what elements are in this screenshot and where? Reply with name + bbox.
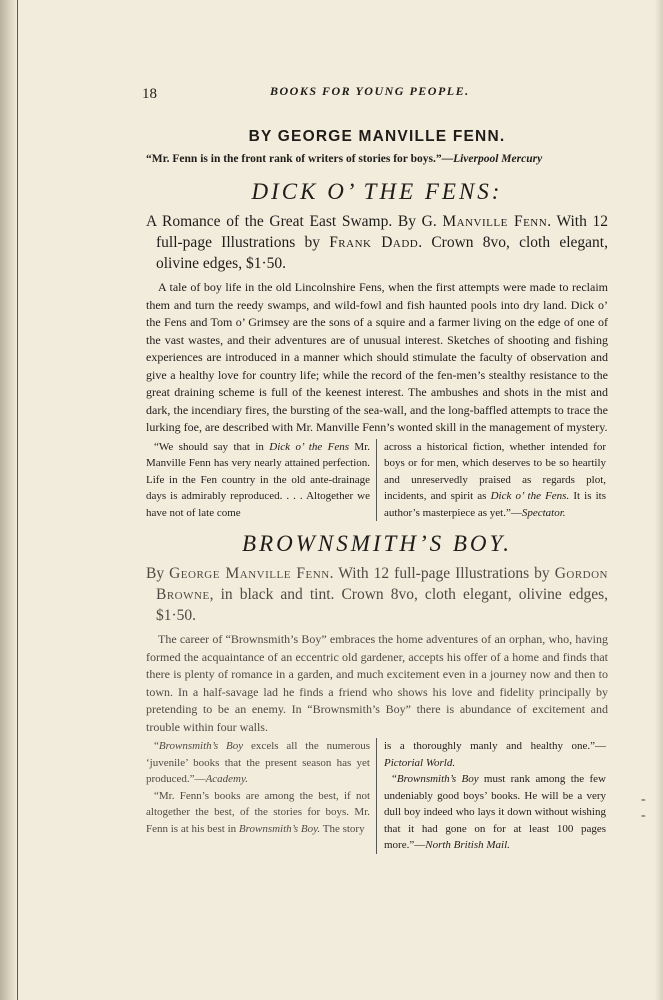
author-quote (146, 151, 608, 167)
book2-description: The career of “Brownsmith’s Boy” embraces the home adventures of an orphan, who, having formed the acquaintance of an eccentric old gardener, accepts his offer of a home and finds that there is plenty of romance in a garden, and much excitement even in a journey now and then to town. In a half-savage lad he finds a friend who shows his love and fidelity principally by pretending to be an enemy. In “Brownsmith’s Boy” there is abundance of excitement and trouble within four walls. (146, 632, 608, 734)
book2-review3 (384, 738, 606, 771)
book1-review-left (146, 439, 376, 522)
book2-review2-italic: Brownsmith’s Boy. (238, 822, 321, 835)
author-quote-text: “Mr. Fenn is in the front rank of writers of stories for boys.”— (146, 153, 454, 165)
book1-review-left-italic: Dick o’ the Fens (269, 440, 350, 453)
book1-details-b: . With 12 full-page Illustrations by (156, 213, 609, 251)
book1-illustrator: Frank Dadd (329, 234, 419, 251)
book2-details-c: , in black and tint. Crown 8vo, cloth elegant, olivine edges, $1·50. (156, 586, 608, 624)
book1-reviews (146, 439, 608, 522)
book2-review3-a: is a thoroughly manly and healthy one.”— (384, 740, 606, 752)
author-heading: BY GEORGE MANVILLE FENN. (248, 128, 506, 145)
book2-review4 (384, 771, 606, 854)
book2-illustrator: Gordon Browne (156, 565, 608, 603)
book2-review4-b: must rank among the few undeniably good boys’ books. He will be a very dull boy indeed who lays it down without wishing that it had gone on for at least 100 pages more.”— (384, 773, 606, 851)
book2-review1-a: “ (154, 740, 159, 752)
page-edge-shadow (655, 0, 663, 1000)
page-number: 18 (142, 86, 157, 102)
book2-title: BROWNSMITH’S BOY. (242, 531, 512, 556)
book2-author: George Manville Fenn (169, 565, 330, 582)
book1-description: A tale of boy life in the old Lincolnshire Fens, when the first attempts were made to reclaim them and turn the reedy swamps, and wild-fowl and fish haunted pools into dry land. Dick o’ the Fens and Tom o’ Grimsey are the sons of a squire and a farmer living on the edge of one of the vast wastes, and their adventures are of unusual interest. Sketches of shooting and fishing experiences are introduced in a manner which should stimulate the faculty of observation and give a healthy love for country life; while the record of the fen-men’s stealthy resistance to the great draining scheme is full of the keenest interest. The ambushes and shots in the mist and dark, the incendiary fires, the bursting of the sea-wall, and the long-baffled attempts to trace the lurking foe, are described with Mr. Manville Fenn’s wonted skill in the management of mystery. (146, 280, 608, 434)
book2-review2 (146, 788, 370, 838)
book2-details-a: By (146, 565, 170, 582)
book2-review4-source: North British Mail. (425, 839, 510, 851)
book2-review2-a: “Mr. Fenn’s books are among the best, if not altogether the best, of the stories for boys. Mr. Fenn is at his best in (146, 789, 370, 835)
book1-review-right-source: Spectator. (521, 506, 566, 519)
book2-review4-italic: Brownsmith’s Boy (396, 773, 479, 785)
book1-title: DICK O’ THE FENS: (251, 179, 503, 204)
book1-review-right-b: It is its author’s masterpiece as yet.”— (384, 490, 606, 519)
book2-review1-b: excels all the numerous ‘juvenile’ books that the present season has yet produced.”— (146, 740, 370, 785)
book1-details-a: A Romance of the Great East Swamp. By G. (146, 213, 443, 230)
book2-details-b: . With 12 full-page Illustrations by (329, 565, 555, 582)
page-content (142, 80, 609, 854)
book1-review-left-b: Mr. Manville Fenn has very nearly attained perfection. Life in the Fen country in the old ante-drainage days is admirably reproduced. . . . Altogether we have not of late come (146, 440, 370, 519)
book1-details-c: . Crown 8vo, cloth elegant, olivine edges, $1·50. (156, 234, 608, 272)
book2-review3-source: Pictorial World. (384, 756, 456, 769)
page-spine (0, 0, 16, 1000)
author-quote-source: Liverpool Mercury (453, 153, 543, 165)
book2-review4-a: “ (392, 773, 397, 785)
book2-review-right (376, 738, 606, 854)
book1-review-right (376, 439, 606, 522)
book2-review1 (146, 738, 370, 788)
book2-review1-italic: Brownsmith’s Boy (158, 740, 244, 752)
book1-review-right-text (384, 439, 606, 522)
book1-review-right-italic: Dick o’ the Fens. (490, 490, 570, 502)
spine-edge-line (17, 0, 18, 1000)
running-head (142, 80, 608, 108)
book1-review-right-a: across a historical fiction, whether intended for boys or for men, which deserves to be so heartily and unreservedly praised as regards plot, incidents, and spirit as (384, 440, 606, 502)
book1-review-left-text (146, 439, 370, 522)
book1-review-left-a: “We should say that in (154, 440, 270, 453)
book1-details (146, 211, 608, 274)
book2-review1-source: Academy. (205, 773, 249, 785)
margin-marks: - - (641, 792, 650, 823)
running-title: BOOKS FOR YOUNG PEOPLE. (270, 84, 470, 98)
book2-reviews (146, 738, 608, 854)
book2-review-left (146, 738, 376, 854)
book1-author: Manville Fenn (442, 213, 548, 230)
book2-review2-b: The story (320, 822, 365, 835)
book2-details (146, 563, 608, 626)
